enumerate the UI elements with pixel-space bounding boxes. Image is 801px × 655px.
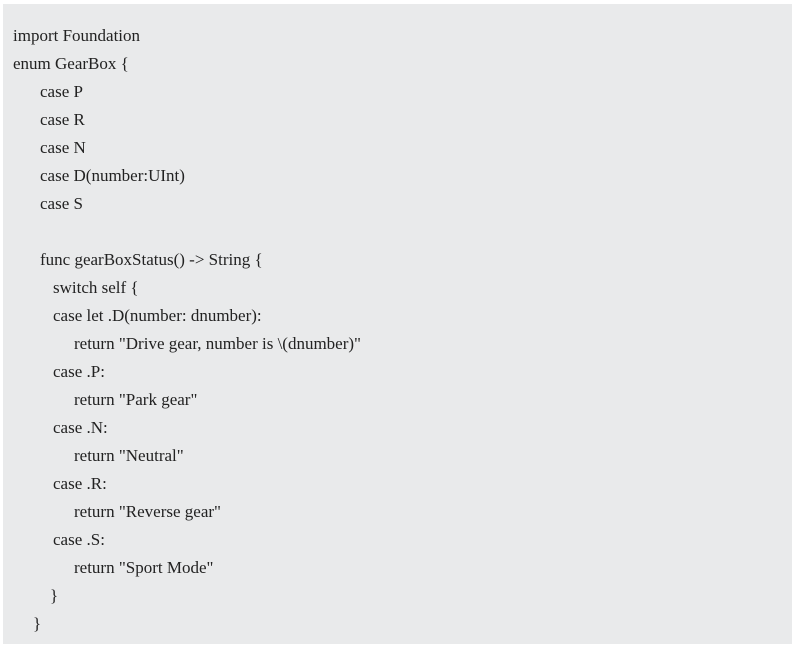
code-block (3, 22, 361, 638)
code-line: case N (40, 138, 86, 157)
code-line: } (50, 586, 59, 605)
code-line: func gearBoxStatus() -> String { (40, 250, 263, 269)
code-line: } (33, 614, 42, 633)
code-line: case R (40, 110, 85, 129)
code-line: import Foundation (13, 26, 141, 45)
code-panel (3, 4, 792, 644)
code-line: switch self { (53, 278, 139, 297)
code-line (3, 218, 361, 246)
code-line: return "Reverse gear" (74, 502, 221, 521)
code-line: return "Neutral" (74, 446, 184, 465)
code-line: case let .D(number: dnumber): (53, 306, 262, 325)
code-line: return "Park gear" (74, 390, 198, 409)
code-line: case .N: (53, 418, 108, 437)
code-line: enum GearBox { (13, 54, 129, 73)
code-line: case .R: (53, 474, 107, 493)
code-line: case D(number:UInt) (40, 166, 185, 185)
code-line: case .P: (53, 362, 105, 381)
code-line: return "Drive gear, number is \(dnumber)" (74, 334, 361, 353)
code-line: case .S: (53, 530, 105, 549)
code-line: case S (40, 194, 83, 213)
code-line: return "Sport Mode" (74, 558, 214, 577)
code-line: case P (40, 82, 83, 101)
